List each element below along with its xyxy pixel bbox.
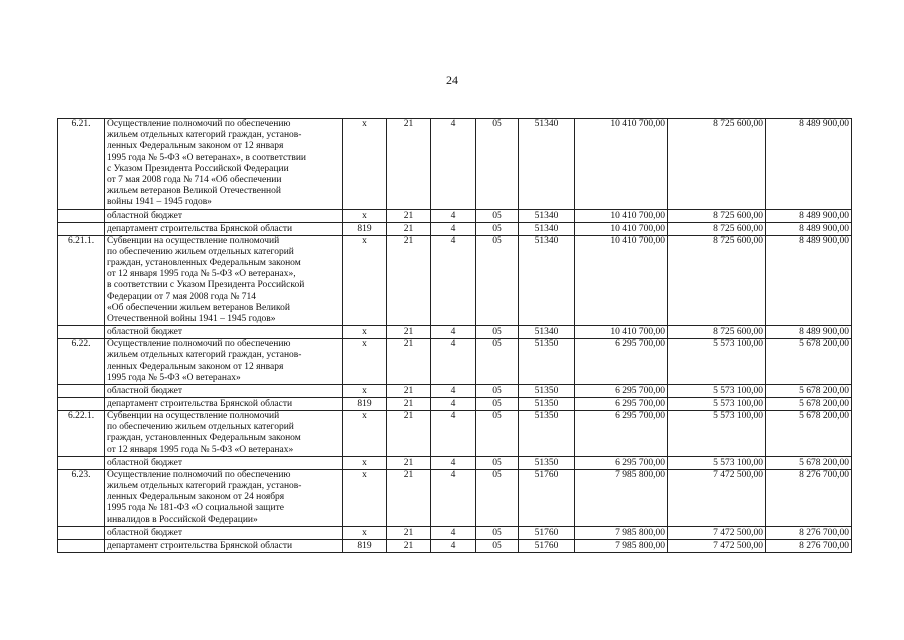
row-amount-year-1: 7 985 800,00 xyxy=(575,526,668,539)
table-row xyxy=(58,326,852,339)
row-admin-code: х xyxy=(343,526,387,539)
row-number xyxy=(58,222,105,235)
row-amount-year-3: 8 489 900,00 xyxy=(766,235,852,326)
budget-table xyxy=(57,118,852,553)
table-row xyxy=(58,339,852,385)
row-target-code: 05 xyxy=(476,539,519,552)
table-row xyxy=(58,539,852,552)
row-expense-code: 51760 xyxy=(519,539,575,552)
row-amount-year-1: 10 410 700,00 xyxy=(575,235,668,326)
row-number xyxy=(58,526,105,539)
row-subsection-code: 4 xyxy=(431,209,476,222)
row-amount-year-2: 5 573 100,00 xyxy=(668,411,766,457)
row-amount-year-2: 8 725 600,00 xyxy=(668,235,766,326)
row-number: 6.22. xyxy=(58,339,105,385)
table-row xyxy=(58,209,852,222)
row-amount-year-1: 6 295 700,00 xyxy=(575,456,668,469)
row-amount-year-3: 8 276 700,00 xyxy=(766,539,852,552)
row-name: Субвенции на осуществление полномочий по обеспечению жильем отдельных категорий граждан, установленных Федеральным законом от 12 января 1995 года № 5-ФЗ «О ветеранах», в соответствии с Указом Президента Российской Федерации от 7 мая 2008 года № 714 «Об обеспечении жильем ветеранов Великой Отечественной войны 1941 – 1945 годов» xyxy=(105,235,343,326)
row-subsection-code: 4 xyxy=(431,339,476,385)
row-amount-year-1: 6 295 700,00 xyxy=(575,339,668,385)
row-target-code: 05 xyxy=(476,385,519,398)
row-admin-code: х xyxy=(343,469,387,526)
table-row xyxy=(58,411,852,457)
row-subsection-code: 4 xyxy=(431,469,476,526)
row-subsection-code: 4 xyxy=(431,385,476,398)
row-amount-year-2: 8 725 600,00 xyxy=(668,222,766,235)
row-amount-year-2: 8 725 600,00 xyxy=(668,209,766,222)
row-expense-code: 51350 xyxy=(519,385,575,398)
row-number xyxy=(58,398,105,411)
page-number: 24 xyxy=(446,73,458,87)
row-section-code: 21 xyxy=(387,209,431,222)
row-name: Осуществление полномочий по обеспечению жильем отдельных категорий граждан, установ- ленных Федеральным законом от 24 ноября 1995 года № 181-ФЗ «О социальной защите инвалидов в Российской Федерации» xyxy=(105,469,343,526)
row-expense-code: 51340 xyxy=(519,222,575,235)
row-expense-code: 51350 xyxy=(519,411,575,457)
row-section-code: 21 xyxy=(387,119,431,210)
row-admin-code: 819 xyxy=(343,539,387,552)
row-amount-year-2: 8 725 600,00 xyxy=(668,326,766,339)
row-admin-code: 819 xyxy=(343,398,387,411)
row-amount-year-3: 5 678 200,00 xyxy=(766,411,852,457)
row-name: департамент строительства Брянской области xyxy=(105,539,343,552)
row-expense-code: 51340 xyxy=(519,235,575,326)
row-section-code: 21 xyxy=(387,456,431,469)
row-target-code: 05 xyxy=(476,469,519,526)
row-target-code: 05 xyxy=(476,326,519,339)
row-subsection-code: 4 xyxy=(431,398,476,411)
row-amount-year-1: 10 410 700,00 xyxy=(575,222,668,235)
row-number xyxy=(58,456,105,469)
row-amount-year-1: 10 410 700,00 xyxy=(575,119,668,210)
row-name: департамент строительства Брянской области xyxy=(105,398,343,411)
row-number: 6.21.1. xyxy=(58,235,105,326)
row-admin-code: х xyxy=(343,339,387,385)
row-amount-year-2: 5 573 100,00 xyxy=(668,456,766,469)
row-admin-code: х xyxy=(343,411,387,457)
row-target-code: 05 xyxy=(476,222,519,235)
row-expense-code: 51760 xyxy=(519,526,575,539)
row-amount-year-3: 8 276 700,00 xyxy=(766,526,852,539)
row-admin-code: 819 xyxy=(343,222,387,235)
row-subsection-code: 4 xyxy=(431,222,476,235)
row-expense-code: 51340 xyxy=(519,209,575,222)
row-section-code: 21 xyxy=(387,385,431,398)
row-section-code: 21 xyxy=(387,326,431,339)
row-amount-year-2: 7 472 500,00 xyxy=(668,526,766,539)
row-subsection-code: 4 xyxy=(431,411,476,457)
table-row xyxy=(58,469,852,526)
row-amount-year-2: 5 573 100,00 xyxy=(668,398,766,411)
row-subsection-code: 4 xyxy=(431,326,476,339)
row-amount-year-1: 10 410 700,00 xyxy=(575,209,668,222)
row-expense-code: 51350 xyxy=(519,339,575,385)
row-section-code: 21 xyxy=(387,222,431,235)
table-row xyxy=(58,526,852,539)
row-number xyxy=(58,326,105,339)
row-amount-year-2: 5 573 100,00 xyxy=(668,339,766,385)
row-amount-year-1: 7 985 800,00 xyxy=(575,469,668,526)
row-name: областной бюджет xyxy=(105,456,343,469)
row-number xyxy=(58,539,105,552)
row-name: Субвенции на осуществление полномочий по обеспечению жильем отдельных категорий граждан, установленных Федеральным законом от 12 января 1995 года № 5-ФЗ «О ветеранах» xyxy=(105,411,343,457)
row-admin-code: х xyxy=(343,235,387,326)
row-admin-code: х xyxy=(343,385,387,398)
row-name: областной бюджет xyxy=(105,526,343,539)
row-target-code: 05 xyxy=(476,119,519,210)
row-amount-year-2: 7 472 500,00 xyxy=(668,469,766,526)
row-expense-code: 51350 xyxy=(519,456,575,469)
table-row xyxy=(58,385,852,398)
row-section-code: 21 xyxy=(387,235,431,326)
row-admin-code: х xyxy=(343,456,387,469)
row-admin-code: х xyxy=(343,119,387,210)
row-number: 6.23. xyxy=(58,469,105,526)
row-subsection-code: 4 xyxy=(431,526,476,539)
row-subsection-code: 4 xyxy=(431,456,476,469)
row-number: 6.22.1. xyxy=(58,411,105,457)
row-name: областной бюджет xyxy=(105,385,343,398)
row-subsection-code: 4 xyxy=(431,119,476,210)
row-section-code: 21 xyxy=(387,526,431,539)
row-name: департамент строительства Брянской области xyxy=(105,222,343,235)
row-amount-year-1: 10 410 700,00 xyxy=(575,326,668,339)
table-row xyxy=(58,235,852,326)
row-section-code: 21 xyxy=(387,469,431,526)
row-admin-code: х xyxy=(343,209,387,222)
row-amount-year-1: 6 295 700,00 xyxy=(575,411,668,457)
row-subsection-code: 4 xyxy=(431,235,476,326)
row-name: Осуществление полномочий по обеспечению жильем отдельных категорий граждан, установ- ленных Федеральным законом от 12 января 1995 года № 5-ФЗ «О ветеранах» xyxy=(105,339,343,385)
row-subsection-code: 4 xyxy=(431,539,476,552)
row-amount-year-3: 8 489 900,00 xyxy=(766,209,852,222)
row-target-code: 05 xyxy=(476,235,519,326)
row-amount-year-1: 7 985 800,00 xyxy=(575,539,668,552)
row-expense-code: 51760 xyxy=(519,469,575,526)
row-amount-year-3: 5 678 200,00 xyxy=(766,456,852,469)
row-target-code: 05 xyxy=(476,411,519,457)
row-section-code: 21 xyxy=(387,539,431,552)
row-amount-year-2: 8 725 600,00 xyxy=(668,119,766,210)
row-number xyxy=(58,209,105,222)
row-expense-code: 51340 xyxy=(519,119,575,210)
row-target-code: 05 xyxy=(476,398,519,411)
row-amount-year-2: 7 472 500,00 xyxy=(668,539,766,552)
row-amount-year-3: 5 678 200,00 xyxy=(766,398,852,411)
row-expense-code: 51350 xyxy=(519,398,575,411)
row-target-code: 05 xyxy=(476,209,519,222)
row-target-code: 05 xyxy=(476,526,519,539)
row-section-code: 21 xyxy=(387,411,431,457)
row-target-code: 05 xyxy=(476,339,519,385)
row-amount-year-3: 8 489 900,00 xyxy=(766,326,852,339)
row-amount-year-1: 6 295 700,00 xyxy=(575,385,668,398)
row-section-code: 21 xyxy=(387,398,431,411)
row-amount-year-2: 5 573 100,00 xyxy=(668,385,766,398)
row-name: Осуществление полномочий по обеспечению жильем отдельных категорий граждан, установ- ленных Федеральным законом от 12 января 1995 года № 5-ФЗ «О ветеранах», в соответствии с Указом Президента Российской Федерации от 7 мая 2008 года № 714 «Об обеспечении жильем ветеранов Великой Отечественной войны 1941 – 1945 годов» xyxy=(105,119,343,210)
row-name: областной бюджет xyxy=(105,209,343,222)
row-number: 6.21. xyxy=(58,119,105,210)
table-body xyxy=(58,119,852,553)
row-amount-year-3: 8 276 700,00 xyxy=(766,469,852,526)
row-section-code: 21 xyxy=(387,339,431,385)
row-target-code: 05 xyxy=(476,456,519,469)
row-expense-code: 51340 xyxy=(519,326,575,339)
table-row xyxy=(58,456,852,469)
row-name: областной бюджет xyxy=(105,326,343,339)
table-row xyxy=(58,119,852,210)
row-amount-year-3: 8 489 900,00 xyxy=(766,119,852,210)
row-amount-year-3: 5 678 200,00 xyxy=(766,385,852,398)
table-row xyxy=(58,222,852,235)
row-amount-year-1: 6 295 700,00 xyxy=(575,398,668,411)
table-row xyxy=(58,398,852,411)
row-amount-year-3: 5 678 200,00 xyxy=(766,339,852,385)
row-admin-code: х xyxy=(343,326,387,339)
row-amount-year-3: 8 489 900,00 xyxy=(766,222,852,235)
row-number xyxy=(58,385,105,398)
